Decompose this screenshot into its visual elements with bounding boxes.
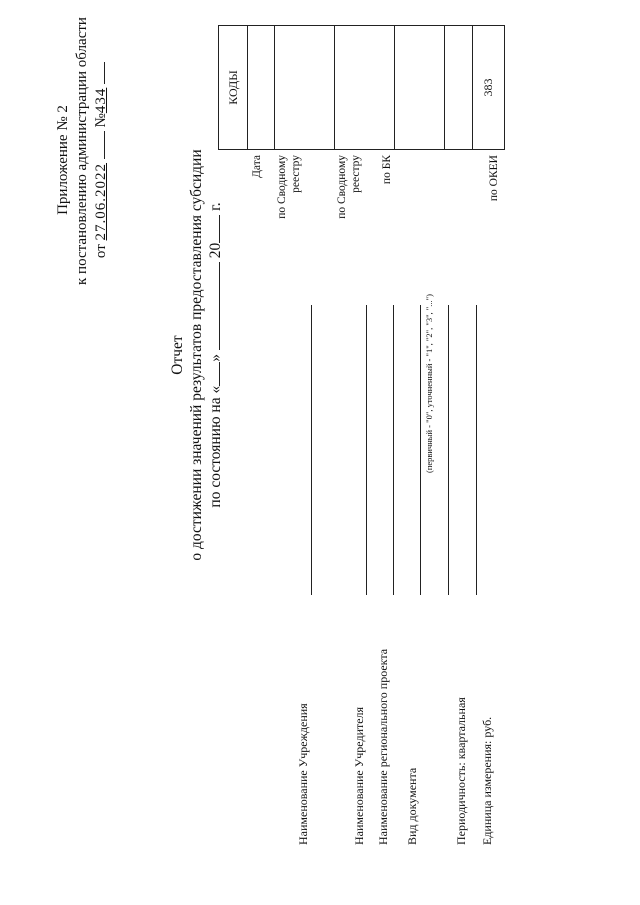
unit-label: Единица измерения: руб. <box>480 716 494 845</box>
decree-number: 434 <box>93 87 109 114</box>
decree-number-label: № <box>93 113 109 128</box>
founder-line <box>366 305 367 595</box>
founder-label: Наименование Учредителя <box>352 706 366 845</box>
appendix-subtitle: к постановлению администрации области <box>74 17 90 285</box>
code-label-okei: по ОКЕИ <box>488 155 500 202</box>
code-label-date: Дата <box>251 155 263 178</box>
regional-project-line <box>393 305 394 595</box>
periodicity-label: Периодичность: квартальная <box>454 697 468 845</box>
code-label-registry-1-line1: по Сводному <box>276 155 288 219</box>
year-suffix: г. <box>207 202 224 211</box>
code-label-registry-1 <box>275 155 303 245</box>
document-type-label: Вид документа <box>405 767 419 845</box>
code-label-registry-1-line2: реестру <box>290 155 302 193</box>
code-cell-date <box>248 26 275 149</box>
document-type-line <box>420 305 421 595</box>
report-title-block <box>168 55 225 655</box>
decree-line <box>92 35 111 285</box>
decree-date: 27.06.2022 <box>93 162 109 241</box>
year-prefix: 20 <box>207 242 224 259</box>
codes-table <box>218 25 505 150</box>
appendix-title: Приложение № 2 <box>55 105 71 215</box>
document-type-hint: (первичный - "0", уточненный - "1", "2", "3", "...") <box>424 294 434 473</box>
code-cell-empty <box>445 26 473 149</box>
periodicity-line <box>448 305 449 595</box>
code-label-registry-2-line1: по Сводному <box>336 155 348 219</box>
code-cell-registry-2 <box>335 26 395 149</box>
decree-from-label: от <box>93 244 109 259</box>
code-cell-okei: 383 <box>481 78 495 97</box>
regional-project-label: Наименование регионального проекта <box>376 648 390 845</box>
codes-header: КОДЫ <box>219 26 248 149</box>
as-of-mid: » <box>207 354 224 362</box>
code-label-registry-2-line2: реестру <box>350 155 362 193</box>
code-label-bk: по БК <box>381 155 393 185</box>
code-cell-bk <box>395 26 445 149</box>
code-cell-registry-1 <box>275 26 335 149</box>
report-subtitle: о достижении значений результатов предоставления субсидии <box>188 149 205 561</box>
code-label-registry-2 <box>335 155 363 245</box>
institution-line <box>311 305 312 595</box>
report-title: Отчет <box>169 335 186 375</box>
as-of-prefix: по состоянию на « <box>207 385 224 508</box>
appendix-header <box>54 17 111 285</box>
unit-line <box>476 305 477 595</box>
institution-label: Наименование Учреждения <box>296 703 310 845</box>
